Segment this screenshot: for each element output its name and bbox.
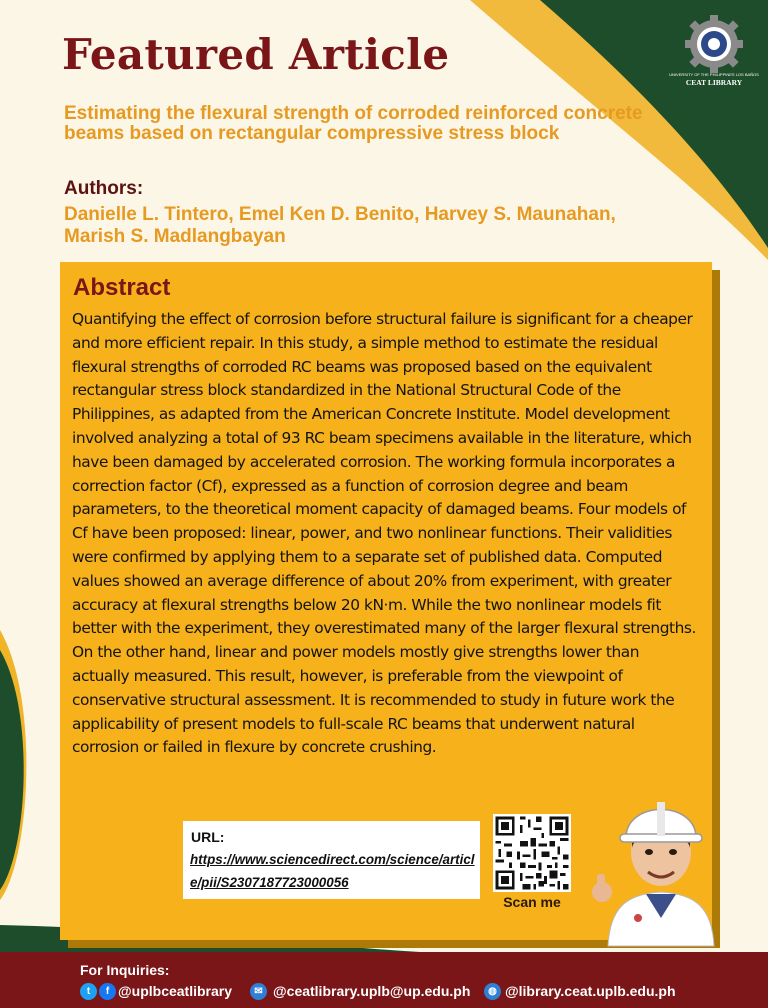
abstract-text: Quantifying the effect of corrosion before structural failure is significant for a cheaper and more efficient repair. In this study, a simple method to estimate the residual flexural strengths of corroded RC beams was proposed based on the equivalent rectangular stress block standardized in the National Structural Code of the Philippines, as adapted from the American Concrete Institute. Model development involved analyzing a total of 93 RC beam specimens available in the literature, which have been damaged by accelerated corrosion. The working formula incorporates a correction factor (Cf), expressed as a function of corrosion degree and beam parameters, to the theoretical moment capacity of damaged beams. Four models of Cf have been proposed: linear, power, and two nonlinear functions. Their validities were confirmed by applying them to a separate set of published data. Computed values showed an average difference of about 20% from experiment, with greater accuracy at flexural strengths below 20 kN·m. While the two nonlinear models fit better with the experiment, they overestimated many of the larger flexural strengths. On the other hand, linear and power models mostly give strengths lower than actually measured. This result, however, is preferable from the viewpoint of conservative structural assessment. It is recommended to study in future work the applicability of present models to full-scale RC beams that underwent natural corrosion or failed in flexure by concrete crushing. <box>72 310 696 757</box>
authors-label: Authors: <box>64 178 144 199</box>
url-label: URL: <box>191 829 225 845</box>
engineer-mascot <box>586 790 736 946</box>
email-contact[interactable] <box>250 982 470 1000</box>
logo-subtext: UNIVERSITY OF THE PHILIPPINES LOS BAÑOS <box>669 72 759 77</box>
page-title: Featured Article <box>62 30 450 79</box>
website-address: @library.ceat.uplb.edu.ph <box>505 983 676 999</box>
scan-me-label: Scan me <box>503 894 561 910</box>
footer-bar <box>0 952 768 1008</box>
qr-code[interactable] <box>493 814 571 892</box>
email-address: @ceatlibrary.uplb@up.edu.ph <box>273 983 471 999</box>
social-contact[interactable] <box>80 982 232 1000</box>
ceat-library-logo <box>669 14 759 88</box>
globe-icon: ◍ <box>484 983 501 1000</box>
url-box <box>183 821 480 899</box>
authors-list: Danielle L. Tintero, Emel Ken D. Benito, Harvey S. Maunahan, Marish S. Madlangbayan <box>64 204 616 247</box>
article-title: Estimating the flexural strength of corroded reinforced concrete beams based on rectangular compressive stress block <box>64 103 643 144</box>
website-contact[interactable] <box>484 982 676 1000</box>
facebook-icon: f <box>99 983 116 1000</box>
email-icon: ✉ <box>250 983 267 1000</box>
article-link[interactable]: https://www.sciencedirect.com/science/article/pii/S2307187723000056 <box>190 852 475 890</box>
social-handle: @uplbceatlibrary <box>118 983 233 999</box>
twitter-icon: t <box>80 983 97 1000</box>
logo-text: CEAT LIBRARY <box>685 78 743 87</box>
gear-icon <box>685 15 743 73</box>
inquiries-label: For Inquiries: <box>80 962 170 978</box>
abstract-heading: Abstract <box>73 274 171 301</box>
